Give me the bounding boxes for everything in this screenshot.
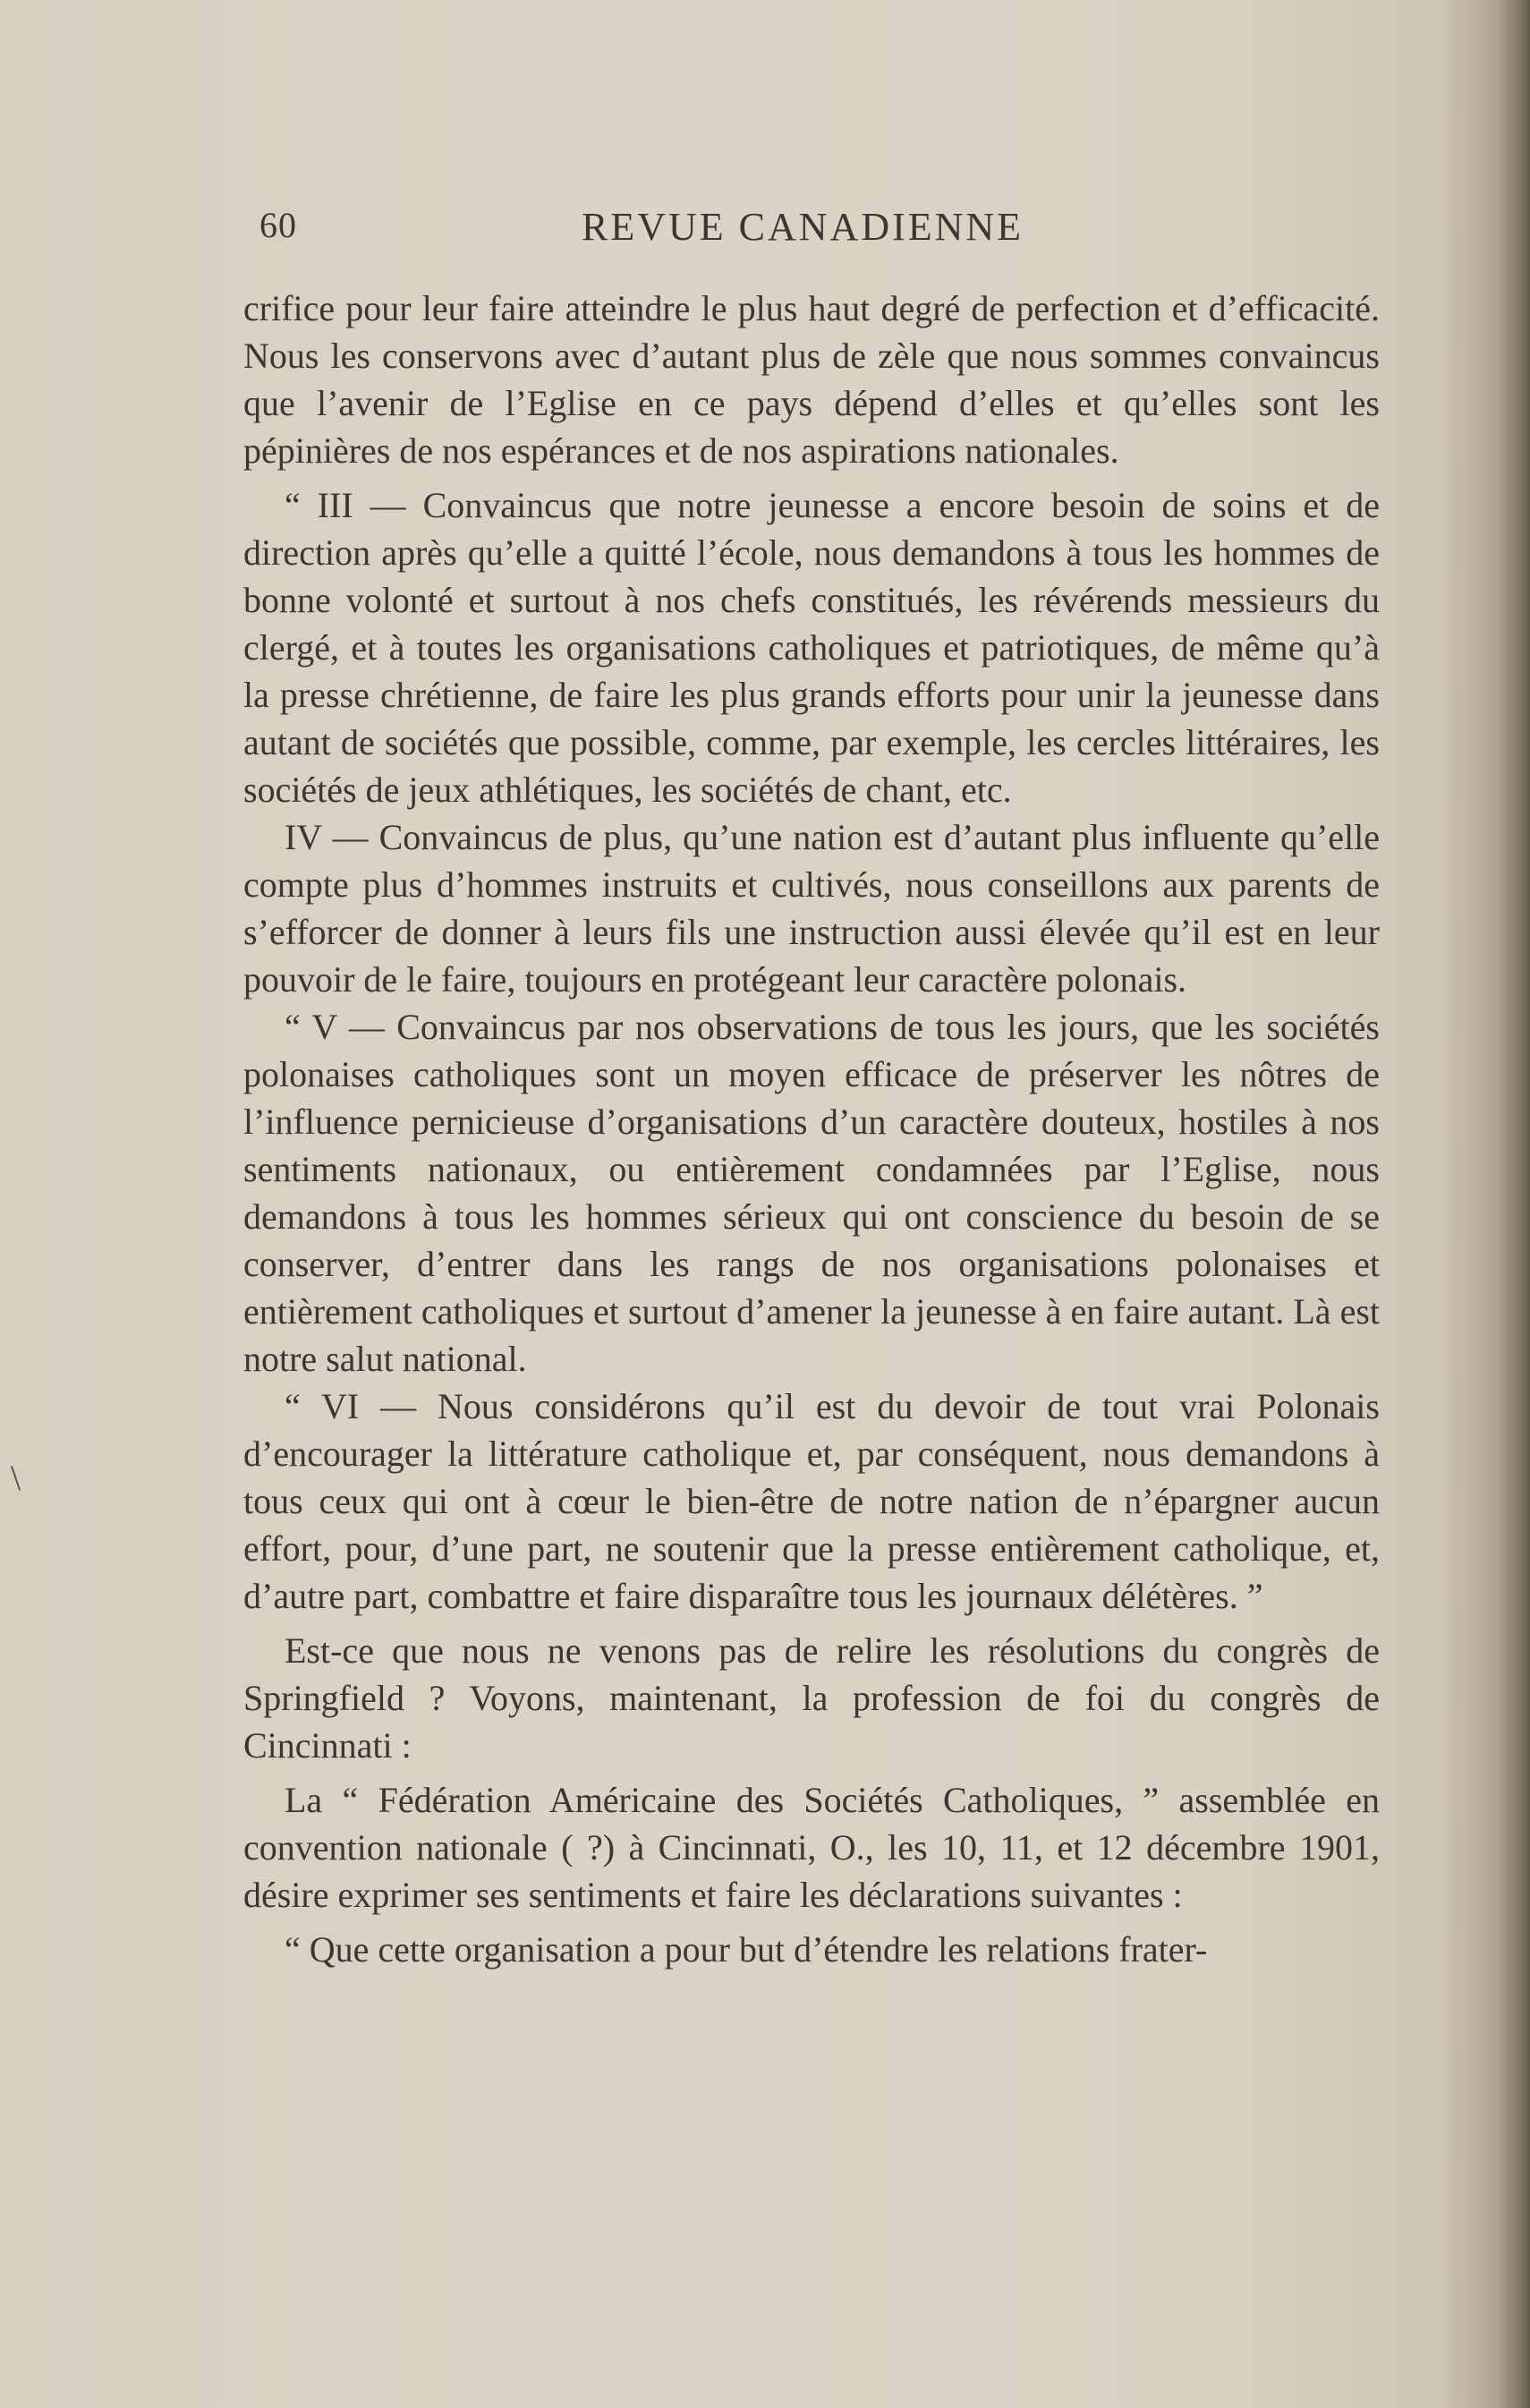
margin-mark: \: [11, 1458, 21, 1498]
page-number: 60: [259, 205, 297, 245]
paragraph-springfield-question: Est-ce que nous ne venons pas de relire les résolutions du congrès de Springfield ? Voyons, maintenant, la profession de foi du congrès de Cincinnati :: [243, 1630, 1380, 1766]
running-head: [259, 204, 1378, 267]
page-gutter-shadow: [1500, 0, 1530, 2408]
paragraph-continuation: crifice pour leur faire atteindre le plus haut degré de perfection et d’efficacité. Nous les conservons avec d’autant plus de zèle que nous sommes convaincus que l’avenir de l’Eglise en ce pays dépend d’elles et qu’elles sont les pépinières de nos espérances et de nos aspirations nationales.: [243, 288, 1380, 471]
body-text: [243, 285, 1380, 1973]
paragraph-organisation-purpose: “ Que cette organisation a pour but d’étendre les relations frater-: [285, 1929, 1208, 1970]
paragraph-resolution-vi: “ VI — Nous considérons qu’il est du devoir de tout vrai Polonais d’encourager la littérature catholique et, par conséquent, nous demandons à tous ceux qui ont à cœur le bien-être de notre nation de n’épargner aucun effort, pour, d’une part, ne soutenir que la presse entièrement catholique, et, d’autre part, combattre et faire disparaître tous les journaux délétères. ”: [243, 1386, 1380, 1616]
paragraph-resolution-iv: IV — Convaincus de plus, qu’une nation est d’autant plus influente qu’elle compte plus d’hommes instruits et cultivés, nous conseillons aux parents de s’efforcer de donner à leurs fils une instruction aussi élevée qu’il est en leur pouvoir de le faire, toujours en protégeant leur caractère polonais.: [243, 817, 1380, 1000]
journal-title: REVUE CANADIENNE: [582, 205, 1024, 249]
paragraph-resolution-iii: “ III — Convaincus que notre jeunesse a encore besoin de soins et de direction après qu’elle a quitté l’école, nous demandons à tous les hommes de bonne volonté et surtout à nos chefs constitués, les révérends messieurs du clergé, et à toutes les organisations catholiques et patriotiques, de même qu’à la presse chrétienne, de faire les plus grands efforts pour unir la jeunesse dans autant de sociétés que possible, comme, par exemple, les cercles littéraires, les sociétés de jeux athlétiques, les sociétés de chant, etc.: [243, 485, 1380, 810]
paragraph-cincinnati-federation: La “ Fédération Américaine des Sociétés Catholiques, ” assemblée en convention nationale ( ?) à Cincinnati, O., les 10, 11, et 12 décembre 1901, désire exprimer ses sentiments et faire les déclarations suivantes :: [243, 1780, 1380, 1915]
paragraph-resolution-v: “ V — Convaincus par nos observations de tous les jours, que les sociétés polonaises catholiques sont un moyen efficace de préserver les nôtres de l’influence pernicieuse d’organisations d’un caractère douteux, hostiles à nos sentiments nationaux, ou entièrement condamnées par l’Eglise, nous demandons à tous les hommes sérieux qui ont conscience du besoin de se conserver, d’entrer dans les rangs de nos organisations polonaises et entièrement catholiques et surtout d’amener la jeunesse à en faire autant. Là est notre salut national.: [243, 1007, 1380, 1379]
